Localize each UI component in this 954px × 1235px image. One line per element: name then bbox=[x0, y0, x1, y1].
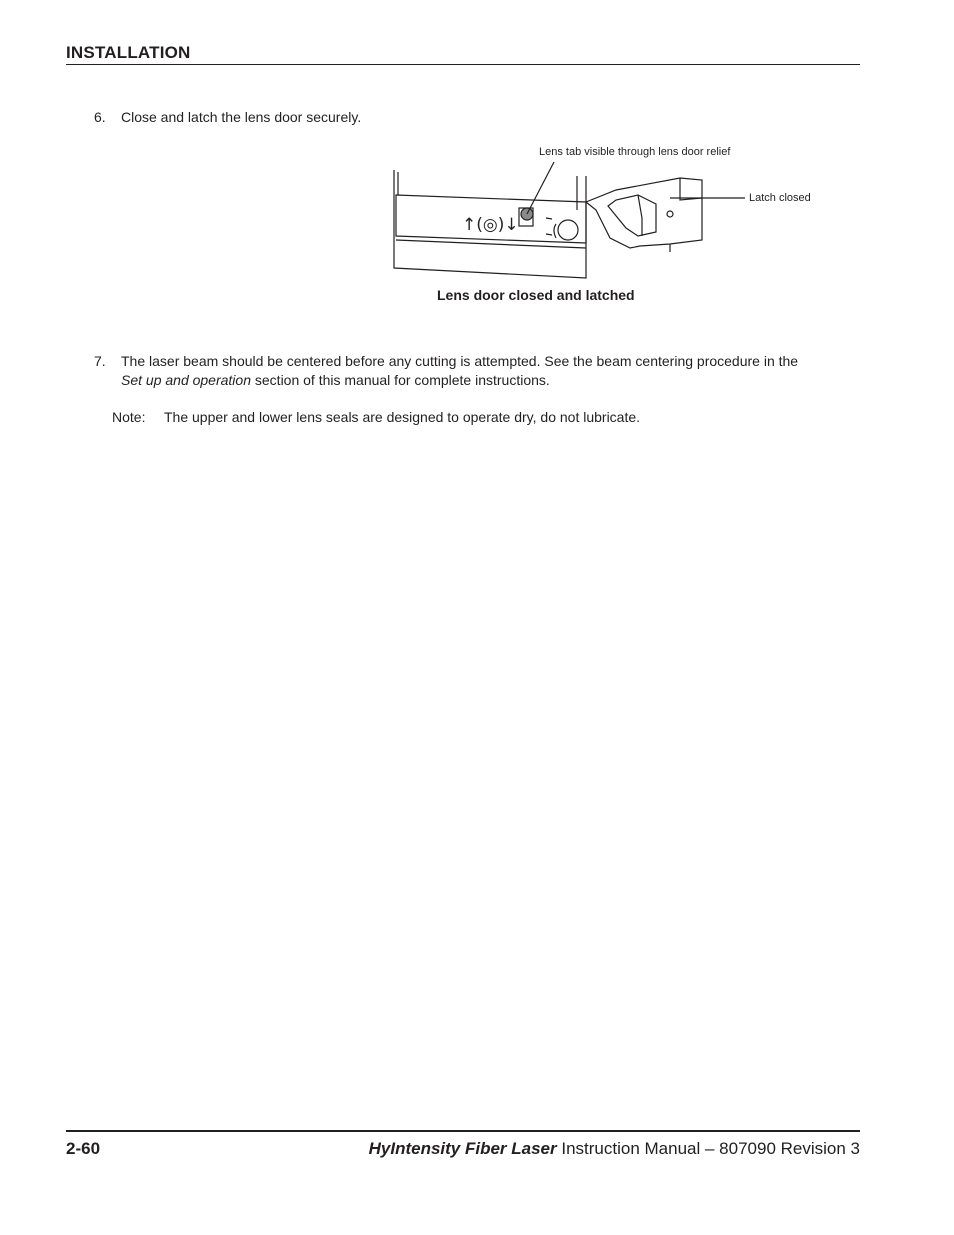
step-number: 6. bbox=[94, 109, 106, 125]
header-rule bbox=[66, 64, 860, 65]
latch-block bbox=[586, 178, 702, 248]
footer-rule bbox=[66, 1130, 860, 1132]
latch-side bbox=[680, 178, 702, 200]
callout-lens-tab: Lens tab visible through lens door relief bbox=[539, 146, 731, 158]
section-title: INSTALLATION bbox=[66, 43, 191, 62]
panel-dial bbox=[558, 220, 578, 240]
step-number: 7. bbox=[94, 353, 106, 369]
lens-door-illustration bbox=[380, 140, 840, 285]
door-panel-bottom bbox=[396, 240, 586, 248]
tick-mark-upper bbox=[546, 218, 552, 219]
section-reference: Set up and operation bbox=[121, 372, 251, 388]
step-text bbox=[121, 352, 861, 390]
manual-revision: Instruction Manual – 807090 Revision 3 bbox=[556, 1139, 860, 1158]
manual-title bbox=[369, 1139, 860, 1159]
step-text-before: The laser beam should be centered before any cutting is attempted. See the beam centering procedure in the bbox=[121, 353, 799, 369]
latch-screw bbox=[667, 211, 673, 217]
page-number: 2-60 bbox=[66, 1139, 101, 1158]
note-text: The upper and lower lens seals are designed to operate dry, do not lubricate. bbox=[164, 409, 641, 425]
dial-arrow bbox=[554, 224, 556, 238]
callout-latch-closed: Latch closed bbox=[749, 192, 811, 204]
lens-tab-leader bbox=[527, 162, 554, 214]
figure-caption: Lens door closed and latched bbox=[437, 287, 635, 303]
step-text: Close and latch the lens door securely. bbox=[121, 109, 362, 125]
latch-hinge bbox=[638, 195, 642, 236]
product-name: HyIntensity Fiber Laser bbox=[368, 1139, 557, 1158]
tick-mark-lower bbox=[546, 234, 552, 235]
latch-lever bbox=[608, 195, 656, 236]
step-text-after: section of this manual for complete instructions. bbox=[251, 372, 550, 388]
note-label: Note: bbox=[112, 409, 146, 425]
panel-arrows: ↑(◎)↓ bbox=[462, 215, 519, 235]
